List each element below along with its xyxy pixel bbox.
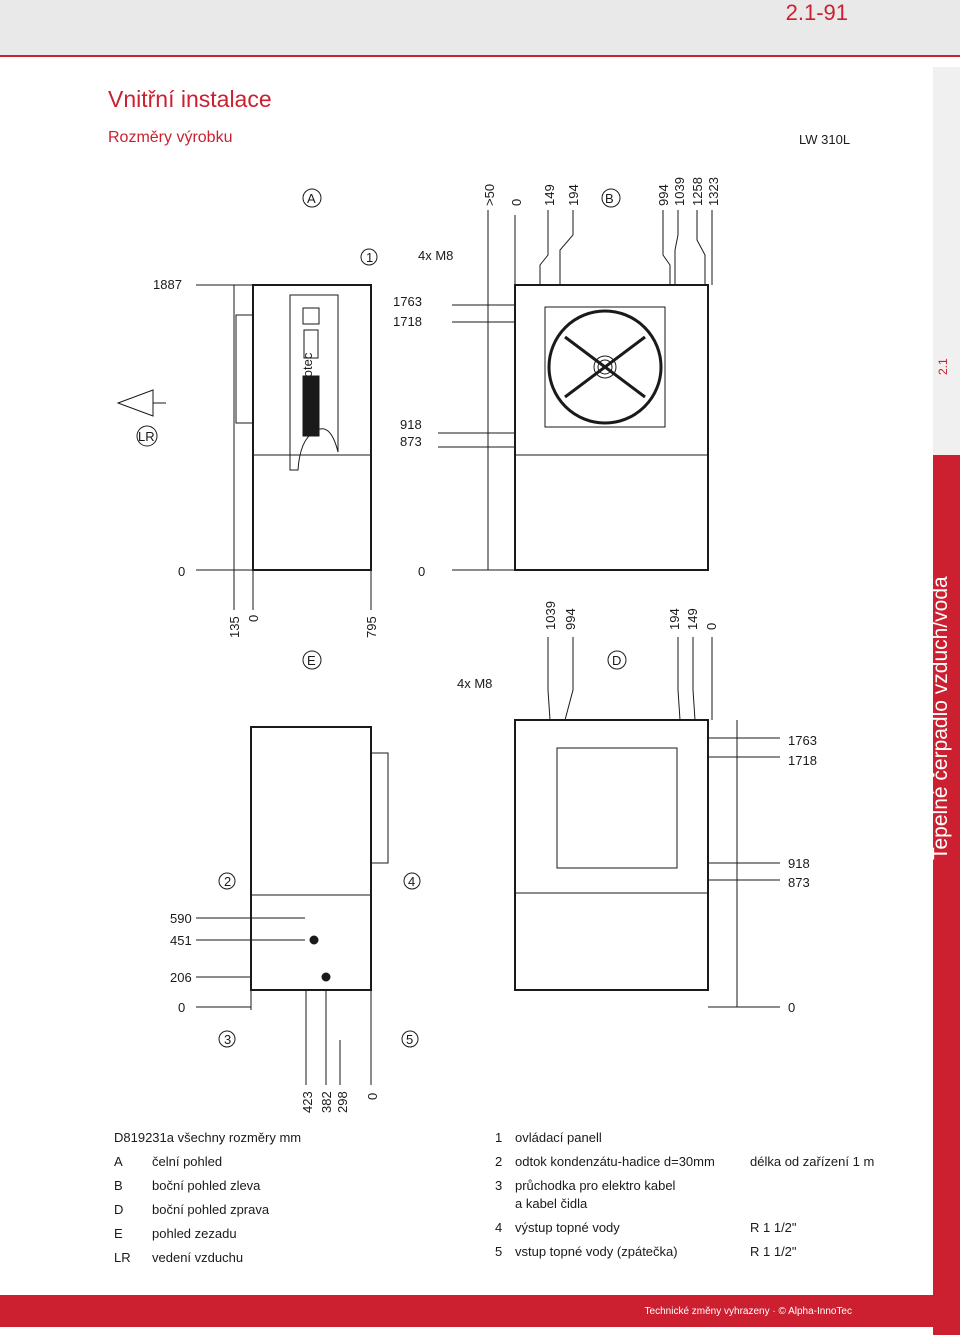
page-subtitle: Rozměry výrobku: [108, 129, 233, 146]
dim-1887: 1887: [153, 277, 182, 292]
dim-d-0: 0: [704, 622, 719, 630]
dim-d-149: 149: [685, 608, 700, 630]
dim-1763: 1763: [393, 294, 422, 309]
brand-logo: alpha innotec: [300, 352, 315, 430]
legend-item: 1 ovládací panell: [495, 1130, 602, 1145]
footer-text: Technické změny vyhrazeny · © Alpha-InnoTec: [644, 1306, 852, 1317]
dim-d-194: 194: [667, 608, 682, 630]
page-title: Vnitřní instalace: [108, 86, 272, 112]
dim-b-994: 994: [656, 184, 671, 206]
dim-873: 873: [400, 434, 422, 449]
model-label: LW 310L: [799, 132, 851, 147]
dim-298: 298: [335, 1091, 350, 1113]
label-E: E: [307, 653, 316, 668]
dim-w0: 0: [246, 614, 261, 622]
dim-d-1718: 1718: [788, 753, 817, 768]
dim-590: 590: [170, 911, 192, 926]
dim-rear-0: 0: [178, 1000, 186, 1015]
dim-b-194: 194: [566, 184, 581, 206]
dim-b-0: 0: [509, 198, 524, 206]
callout-5: 5: [406, 1032, 414, 1047]
callout-3: 3: [224, 1032, 232, 1047]
dim-b-1258: 1258: [690, 177, 705, 206]
dim-0-mid: 0: [418, 564, 426, 579]
dim-b-1039: 1039: [672, 177, 687, 206]
legend-left: [114, 1126, 301, 1270]
dim-0-left: 0: [178, 564, 186, 579]
dim-135: 135: [227, 616, 242, 638]
dim-451: 451: [170, 933, 192, 948]
side-title-text: Tepelné čerpadlo vzduch/voda: [929, 576, 952, 860]
legend-item: B boční pohled zleva: [114, 1178, 261, 1193]
legend-right: [495, 1126, 925, 1264]
label-D: D: [612, 653, 622, 668]
dim-d-994: 994: [563, 608, 578, 630]
dim-1718: 1718: [393, 314, 422, 329]
label-B: B: [605, 191, 614, 206]
legend-item: E pohled zezadu: [114, 1226, 237, 1241]
legend-item: 4 výstup topné vody R 1 1/2": [495, 1220, 797, 1235]
dim-b-1323: 1323: [706, 177, 721, 206]
dim-d-873: 873: [788, 875, 810, 890]
dim-d-1763: 1763: [788, 733, 817, 748]
legend-item: D boční pohled zprava: [114, 1202, 270, 1217]
dim-918: 918: [400, 417, 422, 432]
legend-item: 2 odtok kondenzátu-hadice d=30mm délka od zařízení 1 m: [495, 1154, 875, 1169]
dim-d-1039: 1039: [543, 601, 558, 630]
callout-4: 4: [408, 874, 416, 889]
m8-bottom: 4x M8: [457, 676, 493, 691]
legend-header: D819231a všechny rozměry mm: [114, 1130, 302, 1145]
label-A: A: [307, 191, 316, 206]
dim-423: 423: [300, 1091, 315, 1113]
legend-item: 3 průchodka pro elektro kabel a kabel čidla: [495, 1178, 676, 1211]
dim-d-918: 918: [788, 856, 810, 871]
legend-item: LR vedení vzduchu: [114, 1250, 244, 1265]
side-title: [929, 455, 960, 1335]
legend-item: A čelní pohled: [114, 1154, 223, 1169]
dim-rear-b0: 0: [365, 1092, 380, 1100]
m8-top: 4x M8: [418, 248, 454, 263]
dim-d-0-h: 0: [788, 1000, 796, 1015]
legend-item: 5 vstup topné vody (zpátečka) R 1 1/2": [495, 1244, 797, 1259]
callout-2: 2: [224, 874, 232, 889]
callout-1: 1: [366, 250, 374, 265]
dim-382: 382: [319, 1091, 334, 1113]
page-number: 2.1-91: [785, 0, 848, 25]
chapter-label: 2.1: [936, 358, 950, 375]
label-LR: LR: [138, 429, 155, 444]
dim-b-149: 149: [542, 184, 557, 206]
dim-b-50: >50: [482, 183, 497, 206]
dim-206: 206: [170, 970, 192, 985]
dim-795: 795: [364, 616, 379, 638]
